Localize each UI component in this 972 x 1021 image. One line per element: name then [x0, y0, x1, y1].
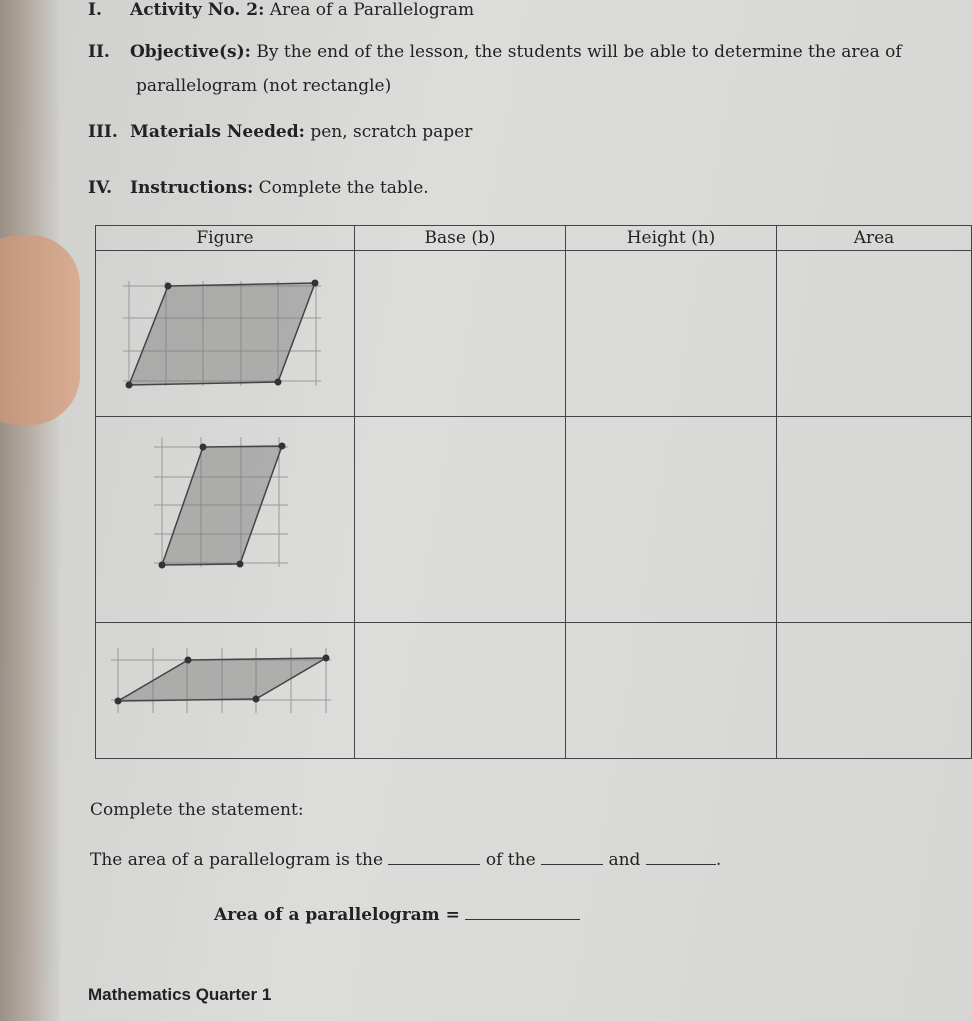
materials: III. Materials Needed: pen, scratch paper	[88, 122, 473, 142]
area-cell[interactable]	[777, 417, 972, 623]
statement-part1: The area of a parallelogram is the	[90, 850, 384, 870]
formula-line	[214, 905, 580, 925]
base-cell[interactable]	[355, 417, 566, 623]
header-base: Base (b)	[355, 226, 566, 251]
figure-cell	[96, 623, 355, 759]
statement-heading: Complete the statement:	[90, 800, 304, 820]
finger	[0, 235, 80, 425]
parallelogram-figure-3	[96, 623, 346, 753]
table-row	[96, 251, 972, 417]
table-row	[96, 623, 972, 759]
statement-sentence	[90, 850, 721, 870]
header-figure: Figure	[96, 226, 355, 251]
statement-part3: and	[608, 850, 641, 870]
height-cell[interactable]	[566, 251, 777, 417]
base-cell[interactable]	[355, 623, 566, 759]
blank-3[interactable]	[646, 863, 716, 865]
height-cell[interactable]	[566, 417, 777, 623]
objective-continued: parallelogram (not rectangle)	[136, 76, 392, 96]
blank-1[interactable]	[388, 863, 480, 865]
formula-blank[interactable]	[465, 918, 580, 920]
statement-part2: of the	[485, 850, 536, 870]
area-cell[interactable]	[777, 251, 972, 417]
height-cell[interactable]	[566, 623, 777, 759]
blank-2[interactable]	[541, 863, 603, 865]
formula-label: Area of a parallelogram =	[214, 905, 460, 925]
page-shadow	[0, 0, 60, 1021]
parallelogram-table	[95, 225, 972, 759]
area-cell[interactable]	[777, 623, 972, 759]
activity-title: I. Activity No. 2: Area of a Parallelogram	[88, 0, 475, 20]
parallelogram-figure-2	[96, 417, 346, 617]
figure-cell	[96, 251, 355, 417]
header-height: Height (h)	[566, 226, 777, 251]
footer: Mathematics Quarter 1	[88, 985, 272, 1004]
table-row	[96, 417, 972, 623]
base-cell[interactable]	[355, 251, 566, 417]
objective: II. Objective(s): By the end of the lesson, the students will be able to determine the area of	[88, 42, 902, 62]
header-area: Area	[777, 226, 972, 251]
instructions: IV. Instructions: Complete the table.	[88, 178, 429, 198]
period: .	[715, 850, 722, 870]
parallelogram-figure-1	[96, 251, 346, 411]
figure-cell	[96, 417, 355, 623]
